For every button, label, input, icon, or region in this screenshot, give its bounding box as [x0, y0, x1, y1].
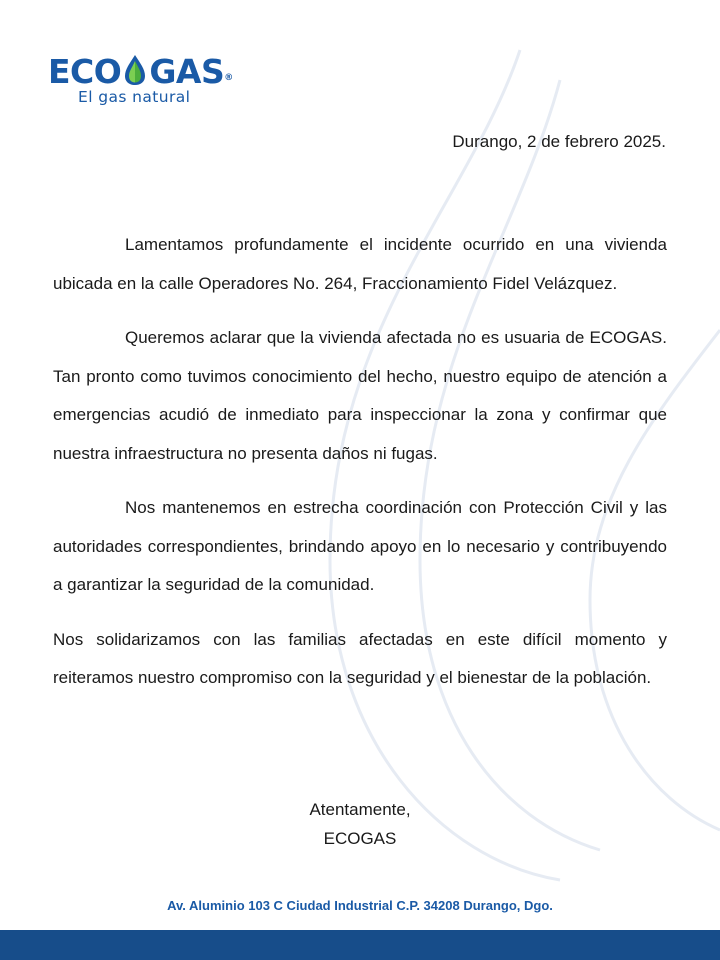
- logo-word-right: GAS: [149, 52, 225, 91]
- logo-word-left: ECO: [48, 52, 122, 91]
- footer-bar: [0, 930, 720, 960]
- paragraph-incident: Lamentamos profundamente el incidente ocurrido en una vivienda ubicada en la calle Operadores No. 264, Fraccionamiento Fidel Velázquez.: [53, 235, 667, 293]
- footer-address: Av. Aluminio 103 C Ciudad Industrial C.P. 34208 Durango, Dgo.: [167, 898, 553, 913]
- paragraph-clarification: Queremos aclarar que la vivienda afectada no es usuaria de ECOGAS. Tan pronto como tuvimos conocimiento del hecho, nuestro equipo de atención a emergencias acudió de inmediato para inspeccionar la zona y confirmar que nuestra infraestructura no presenta daños ni fugas.: [53, 328, 667, 463]
- ecogas-logo: [48, 52, 248, 112]
- registered-mark: ®: [224, 73, 233, 83]
- letter-body: [53, 226, 667, 714]
- paragraph-coordination: Nos mantenemos en estrecha coordinación con Protección Civil y las autoridades correspondientes, brindando apoyo en lo necesario y contribuyendo a garantizar la seguridad de la comunidad.: [53, 498, 667, 594]
- letter-date: Durango, 2 de febrero 2025.: [452, 132, 666, 151]
- paragraph-solidarity: Nos solidarizamos con las familias afectadas en este difícil momento y reiteramos nuestro compromiso con la seguridad y el bienestar de la población.: [53, 629, 667, 687]
- closing-signature: ECOGAS: [323, 829, 397, 848]
- logo-tagline: El gas natural: [78, 88, 191, 106]
- logo-wordmark: [48, 52, 233, 92]
- leaf-drop-icon: [122, 53, 148, 87]
- closing-salutation: Atentamente,: [309, 800, 411, 819]
- letter-closing: [0, 795, 720, 853]
